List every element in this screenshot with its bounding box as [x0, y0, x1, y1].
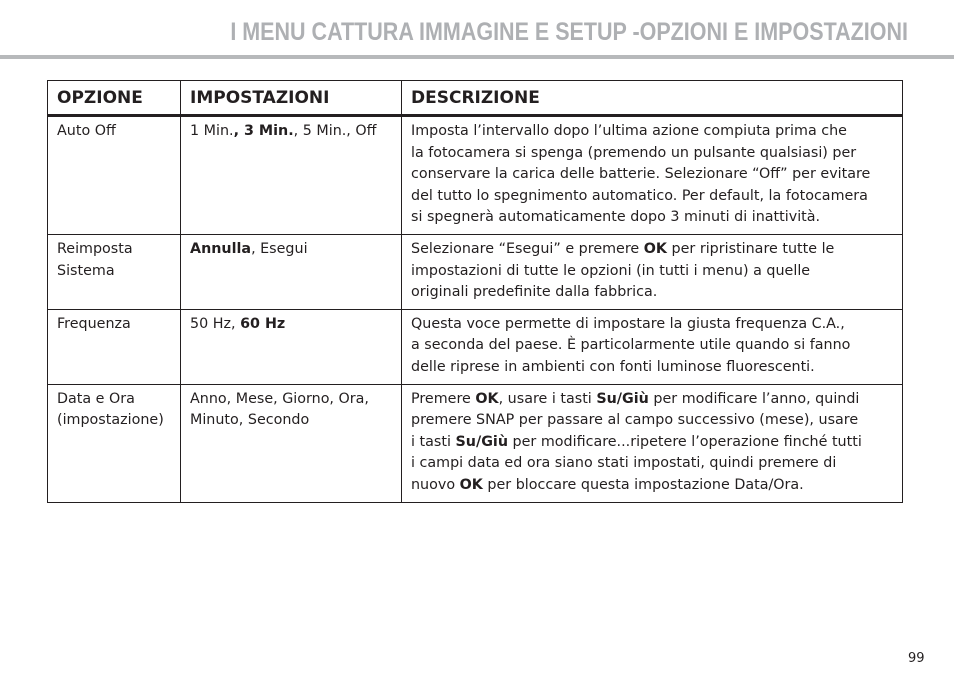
- option-cell: Reimposta Sistema: [48, 234, 181, 309]
- table-row-frequency: [48, 309, 903, 384]
- option-cell: Auto Off: [48, 116, 181, 235]
- table-row-auto-off: [48, 116, 903, 235]
- page-number: 99: [908, 651, 925, 666]
- settings-cell: Annulla, Esegui: [181, 234, 402, 309]
- column-header-description: DESCRIZIONE: [402, 81, 903, 116]
- table-row-date-time: [48, 384, 903, 502]
- option-cell: Data e Ora (impostazione): [48, 384, 181, 502]
- description-cell: Questa voce permette di impostare la giusta frequenza C.A., a seconda del paese. È particolarmente utile quando si fanno delle riprese in ambienti con fonti luminose fluorescenti.: [402, 309, 903, 384]
- column-header-settings: IMPOSTAZIONI: [181, 81, 402, 116]
- description-cell: Premere OK, usare i tasti Su/Giù per modificare l’anno, quindi premere SNAP per passare al campo successivo (mese), usare i tasti Su/Giù per modificare...ripetere l’operazione finché tutti i campi data ed ora siano stati impostati, quindi premere di nuovo OK per bloccare questa impostazione Data/Ora.: [402, 384, 903, 502]
- column-header-option: OPZIONE: [48, 81, 181, 116]
- option-cell: Frequenza: [48, 309, 181, 384]
- description-cell: Imposta l’intervallo dopo l’ultima azione compiuta prima che la fotocamera si spenga (premendo un pulsante qualsiasi) per conservare la carica delle batterie. Selezionare “Off” per evitare del tutto lo spegnimento automatico. Per default, la fotocamera si spegnerà automaticamente dopo 3 minuti di inattività.: [402, 116, 903, 235]
- table-header-row: [48, 81, 903, 116]
- title-rule: [0, 55, 954, 59]
- settings-cell: 1 Min., 3 Min., 5 Min., Off: [181, 116, 402, 235]
- settings-cell: 50 Hz, 60 Hz: [181, 309, 402, 384]
- settings-cell: Anno, Mese, Giorno, Ora, Minuto, Secondo: [181, 384, 402, 502]
- options-table: [47, 80, 903, 503]
- description-cell: Selezionare “Esegui” e premere OK per ripristinare tutte le impostazioni di tutte le opzioni (in tutti i menu) a quelle originali predefinite dalla fabbrica.: [402, 234, 903, 309]
- page-title: I MENU CATTURA IMMAGINE E SETUP -OPZIONI E IMPOSTAZIONI: [230, 18, 908, 46]
- table-row-reset-system: [48, 234, 903, 309]
